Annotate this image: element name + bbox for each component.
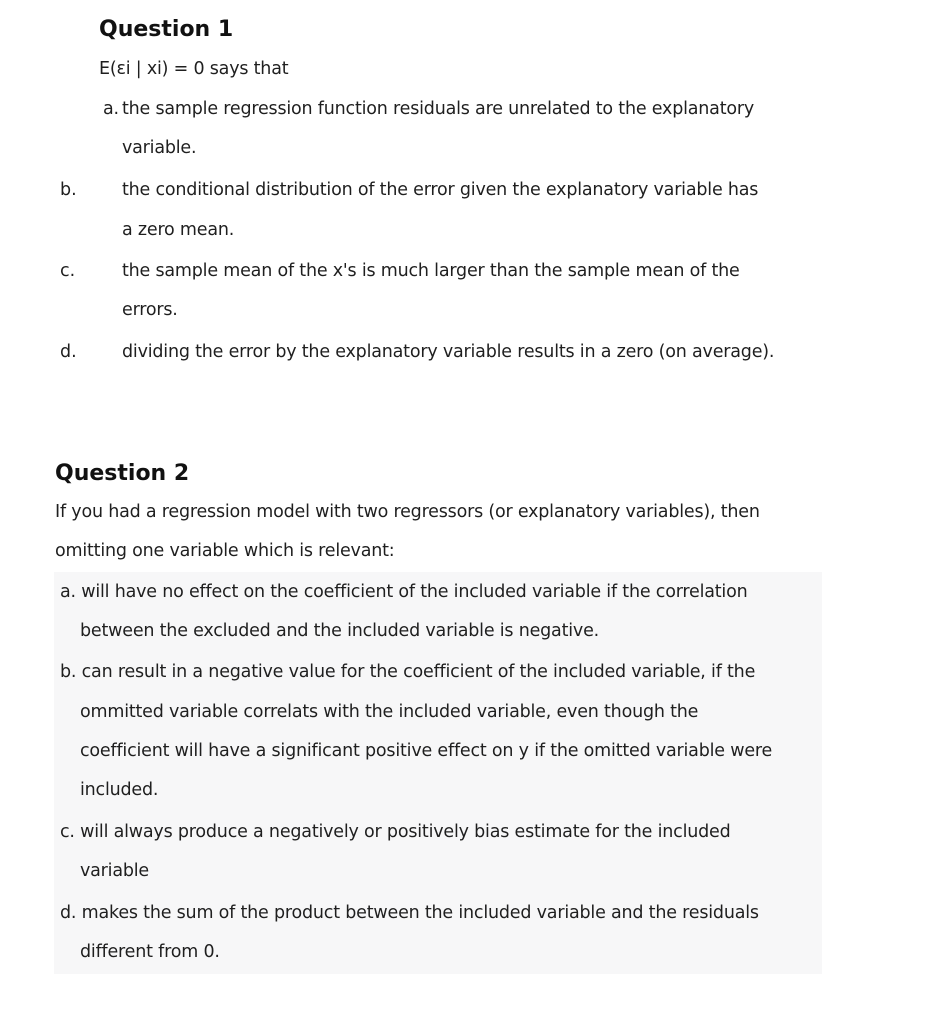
q1-option-c-line2[interactable]: errors. <box>122 300 178 320</box>
q2-option-a-line1[interactable]: a. will have no effect on the coefficient of the included variable if the correlation <box>60 582 748 602</box>
q1-option-b-letter[interactable]: b. <box>60 180 77 200</box>
q2-option-b-line2[interactable]: ommitted variable correlats with the included variable, even though the <box>80 702 699 722</box>
q2-option-a-line2[interactable]: between the excluded and the included variable is negative. <box>80 621 599 641</box>
q2-option-d-line2[interactable]: different from 0. <box>80 942 220 962</box>
q1-option-c-letter[interactable]: c. <box>60 261 76 281</box>
q2-option-d-line1[interactable]: d. makes the sum of the product between the included variable and the residuals <box>60 903 759 923</box>
q2-option-c-line1[interactable]: c. will always produce a negatively or positively bias estimate for the included <box>60 822 731 842</box>
question-2-stem-line1: If you had a regression model with two regressors (or explanatory variables), then <box>55 502 760 522</box>
q1-option-d-line1[interactable]: dividing the error by the explanatory variable results in a zero (on average). <box>122 342 775 362</box>
q1-option-a-line1[interactable]: the sample regression function residuals are unrelated to the explanatory <box>122 99 755 119</box>
question-1-title: Question 1 <box>99 17 234 42</box>
q2-option-b-line3[interactable]: coefficient will have a significant positive effect on y if the omitted variable were <box>80 741 773 761</box>
q1-option-d-letter[interactable]: d. <box>60 342 77 362</box>
q1-option-b-line1[interactable]: the conditional distribution of the error given the explanatory variable has <box>122 180 759 200</box>
q2-option-b-line4[interactable]: included. <box>80 780 159 800</box>
q1-option-b-line2[interactable]: a zero mean. <box>122 220 235 240</box>
question-2-title: Question 2 <box>55 461 190 486</box>
q1-option-a-letter[interactable]: a. <box>103 99 119 119</box>
q2-option-b-line1[interactable]: b. can result in a negative value for the coefficient of the included variable, if the <box>60 662 756 682</box>
q2-option-c-line2[interactable]: variable <box>80 861 149 881</box>
q1-option-a-line2[interactable]: variable. <box>122 138 197 158</box>
q1-option-c-line1[interactable]: the sample mean of the x's is much larger than the sample mean of the <box>122 261 740 281</box>
question-2-stem-line2: omitting one variable which is relevant: <box>55 541 395 561</box>
question-1-stem: E(εi | xi) = 0 says that <box>99 59 289 79</box>
